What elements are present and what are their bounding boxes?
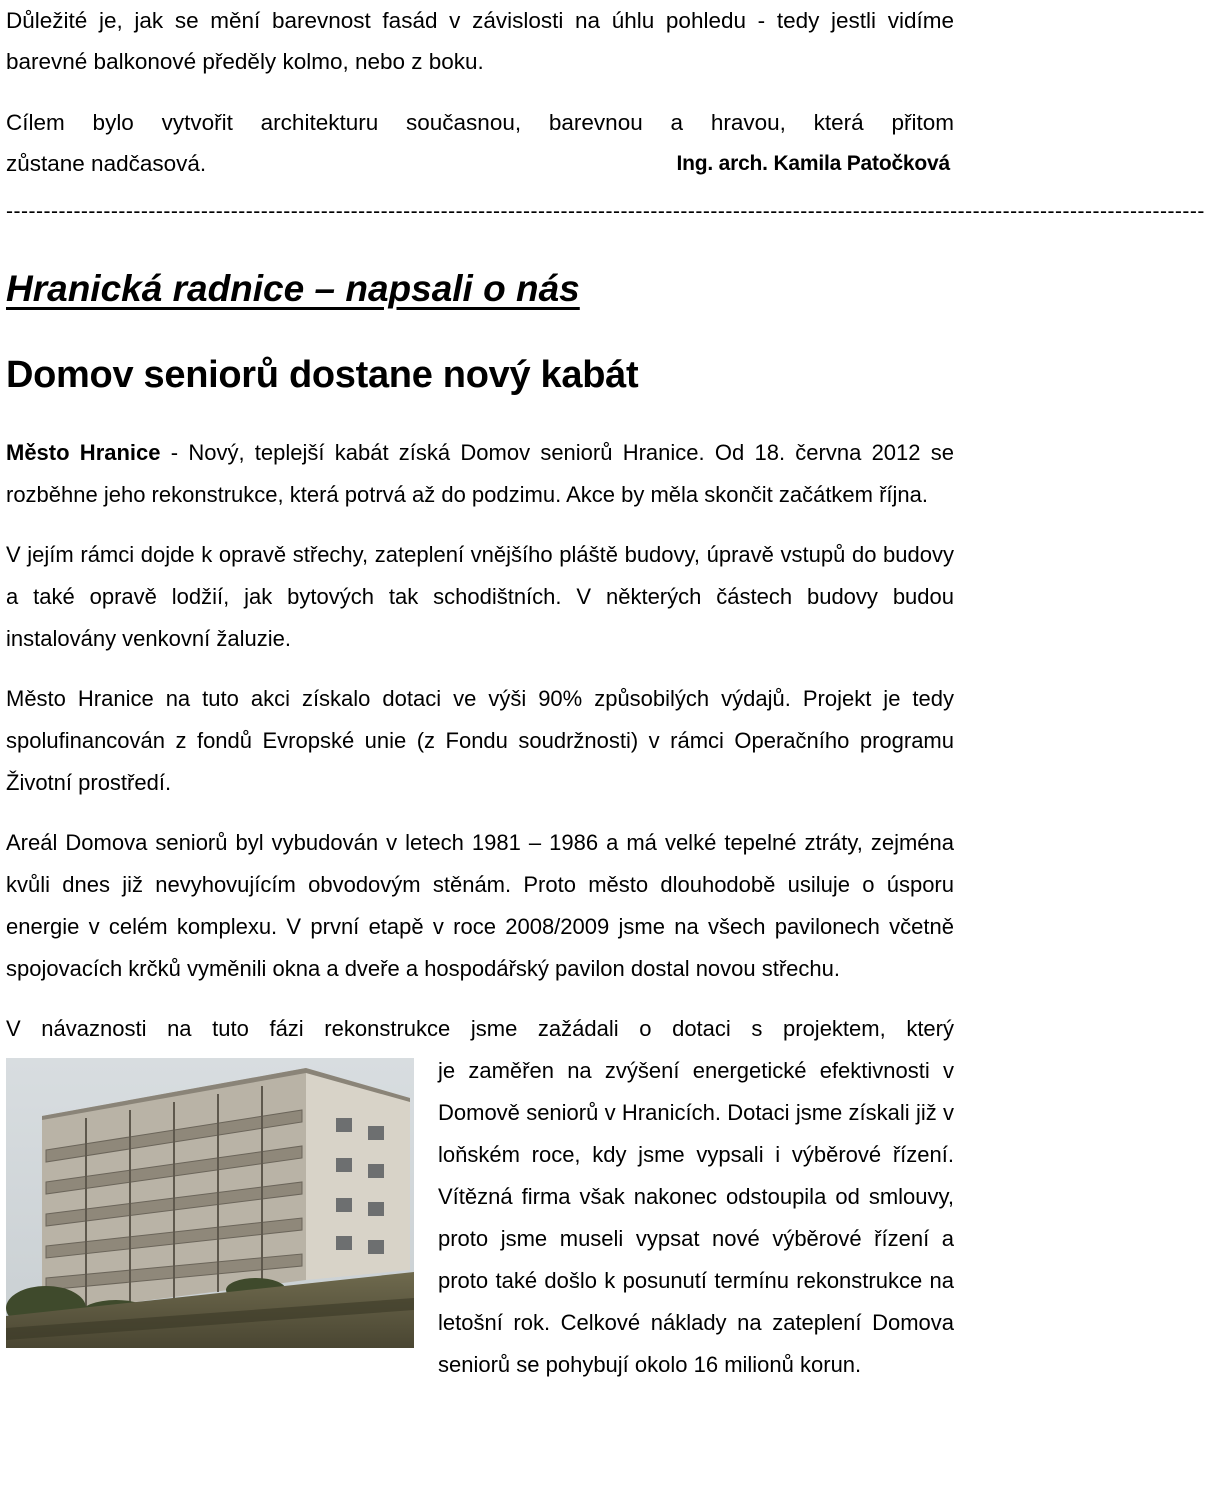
photo-wrap-area bbox=[6, 1050, 954, 1386]
article-lead bbox=[6, 432, 954, 516]
article-body bbox=[6, 432, 954, 1386]
dashed-divider: ---------------------------------------------------------------------------------------------------------------------------------------------------------------- bbox=[6, 200, 1205, 223]
intro-signature-row bbox=[6, 143, 954, 184]
article-paragraph-5-first-line: V návaznosti na tuto fázi rekonstrukce jsme zažádali o dotaci s projektem, který bbox=[6, 1016, 954, 1041]
intro-paragraph-2: Cílem bylo vytvořit architekturu současnou, barevnou a hravou, která přitom bbox=[6, 110, 954, 135]
intro-section bbox=[6, 0, 954, 184]
building-illustration bbox=[6, 1058, 414, 1348]
lead-text: - Nový, teplejší kabát získá Domov seniorů Hranice. Od 18. června 2012 se rozběhne jeho rekonstrukce, která potrvá až do podzimu. Akce by měla skončit začátkem října. bbox=[6, 440, 954, 507]
intro-paragraph-1: Důležité je, jak se mění barevnost fasád v závislosti na úhlu pohledu - tedy jestli vidíme barevné balkonové předěly kolmo, nebo z boku. bbox=[6, 8, 954, 74]
article-paragraph-5-rest: je zaměřen na zvýšení energetické efektivnosti v Domově seniorů v Hranicích. Dotaci jsme získali již v loňském roce, kdy jsme vypsali i výběrové řízení. Vítězná firma však nakonec odstoupila od smlouvy, proto jsme museli vypsat nové výběrové řízení a proto také došlo k posunutí termínu rekonstrukce na letošní rok. Celkové náklady na zateplení Domova seniorů se pohybují okolo 16 milionů korun. bbox=[438, 1058, 954, 1377]
building-photo bbox=[6, 1058, 414, 1348]
article-paragraph-2: V jejím rámci dojde k opravě střechy, zateplení vnějšího pláště budovy, úpravě vstupů do budovy a také opravě lodžií, jak bytových tak schodištních. V některých částech budovy budou instalovány venkovní žaluzie. bbox=[6, 542, 954, 651]
article-headline: Domov seniorů dostane nový kabát bbox=[6, 354, 639, 396]
intro-paragraph-2-end: zůstane nadčasová. bbox=[6, 151, 207, 176]
article-paragraph-3: Město Hranice na tuto akci získalo dotaci ve výši 90% způsobilých výdajů. Projekt je tedy spolufinancován z fondů Evropské unie (z Fondu soudržnosti) v rámci Operačního programu Životní prostředí. bbox=[6, 686, 954, 795]
article-paragraph-4: Areál Domova seniorů byl vybudován v letech 1981 – 1986 a má velké tepelné ztráty, zejména kvůli dnes již nevyhovujícím obvodovým stěnám. Proto město dlouhodobě usiluje o úsporu energie v celém komplexu. V první etapě v roce 2008/2009 jsme na všech pavilonech včetně spojovacích krčků vyměnili okna a dveře a hospodářský pavilon dostal novou střechu. bbox=[6, 830, 954, 981]
author-signature: Ing. arch. Kamila Patočková bbox=[676, 152, 950, 175]
section-title: Hranická radnice – napsali o nás bbox=[6, 268, 580, 309]
lead-city: Město Hranice bbox=[6, 440, 161, 465]
